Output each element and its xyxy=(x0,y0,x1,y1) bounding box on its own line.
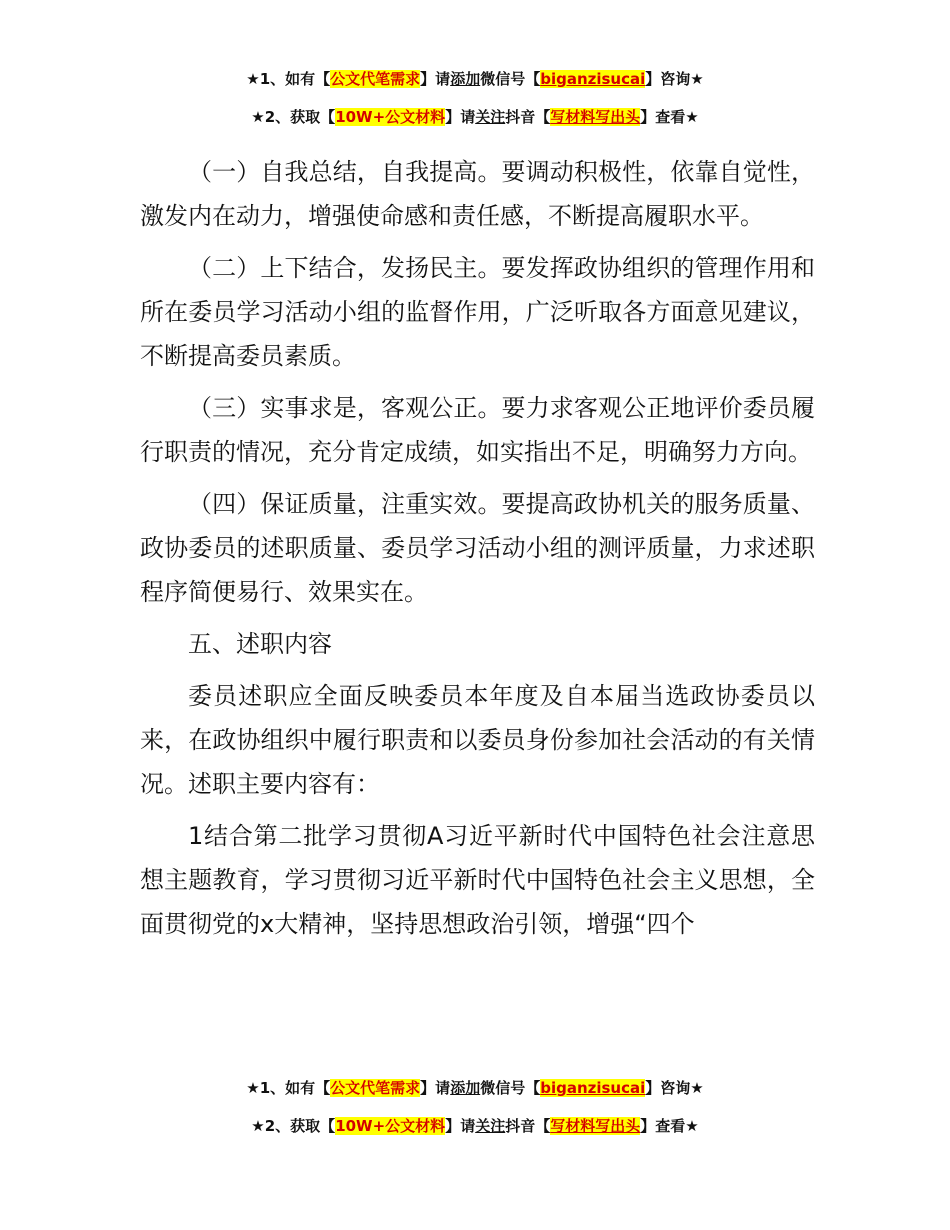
promo-highlight-douyin-account: 写材料写出头 xyxy=(550,1117,641,1135)
promo-prefix: ★1、如有【 xyxy=(246,1079,331,1097)
promo-text: 】请 xyxy=(420,1079,451,1097)
promo-text: 】请 xyxy=(445,1117,476,1135)
section-heading: 五、述职内容 xyxy=(188,630,332,658)
promo-underlined-text: 关注 xyxy=(475,1117,506,1135)
footer-promo-line-1 xyxy=(0,1077,950,1099)
promo-highlight-service: 公文代笔需求 xyxy=(330,1079,421,1097)
promo-suffix: 】咨询★ xyxy=(645,1079,704,1097)
promo-text: 】请 xyxy=(420,70,451,88)
promo-text: 微信号【 xyxy=(480,70,541,88)
paragraph-principle-2: （二）上下结合，发扬民主。要发挥政协组织的管理作用和所在委员学习活动小组的监督作用，广泛听取各方面意见建议，不断提高委员素质。 xyxy=(140,254,815,370)
promo-text: 抖音【 xyxy=(505,1117,551,1135)
promo-text: 抖音【 xyxy=(505,108,551,126)
promo-suffix: 】查看★ xyxy=(640,108,699,126)
promo-prefix: ★2、获取【 xyxy=(251,1117,336,1135)
paragraph-principle-1: （一）自我总结，自我提高。要调动积极性，依靠自觉性，激发内在动力，增强使命感和责任感，不断提高履职水平。 xyxy=(140,158,815,230)
promo-prefix: ★1、如有【 xyxy=(246,70,331,88)
header-promo-line-2 xyxy=(0,106,950,128)
paragraph-principle-4: （四）保证质量，注重实效。要提高政协机关的服务质量、政协委员的述职质量、委员学习活动小组的测评质量，力求述职程序简便易行、效果实在。 xyxy=(140,490,815,606)
promo-highlight-materials: 10W+公文材料 xyxy=(335,108,446,126)
paragraph-principle-3: （三）实事求是，客观公正。要力求客观公正地评价委员履行职责的情况，充分肯定成绩，如实指出不足，明确努力方向。 xyxy=(140,394,815,466)
promo-highlight-douyin-account: 写材料写出头 xyxy=(550,108,641,126)
promo-prefix: ★2、获取【 xyxy=(251,108,336,126)
promo-highlight-wechat-id: biganzisucai xyxy=(540,1079,646,1097)
header-promo-line-1 xyxy=(0,68,950,90)
promo-suffix: 】查看★ xyxy=(640,1117,699,1135)
paragraph-report-content: 委员述职应全面反映委员本年度及自本届当选政协委员以来，在政协组织中履行职责和以委员身份参加社会活动的有关情况。述职主要内容有： xyxy=(140,682,815,798)
promo-text: 微信号【 xyxy=(480,1079,541,1097)
promo-highlight-service: 公文代笔需求 xyxy=(330,70,421,88)
document-body xyxy=(140,150,815,954)
promo-text: 】请 xyxy=(445,108,476,126)
footer-promo-line-2 xyxy=(0,1115,950,1137)
promo-suffix: 】咨询★ xyxy=(645,70,704,88)
promo-underlined-text: 关注 xyxy=(475,108,506,126)
promo-highlight-wechat-id: biganzisucai xyxy=(540,70,646,88)
promo-underlined-text: 添加 xyxy=(450,1079,481,1097)
promo-underlined-text: 添加 xyxy=(450,70,481,88)
promo-highlight-materials: 10W+公文材料 xyxy=(335,1117,446,1135)
paragraph-item-1: 1结合第二批学习贯彻A习近平新时代中国特色社会注意思想主题教育，学习贯彻习近平新时代中国特色社会主义思想，全面贯彻党的x大精神，坚持思想政治引领，增强“四个 xyxy=(140,822,815,938)
